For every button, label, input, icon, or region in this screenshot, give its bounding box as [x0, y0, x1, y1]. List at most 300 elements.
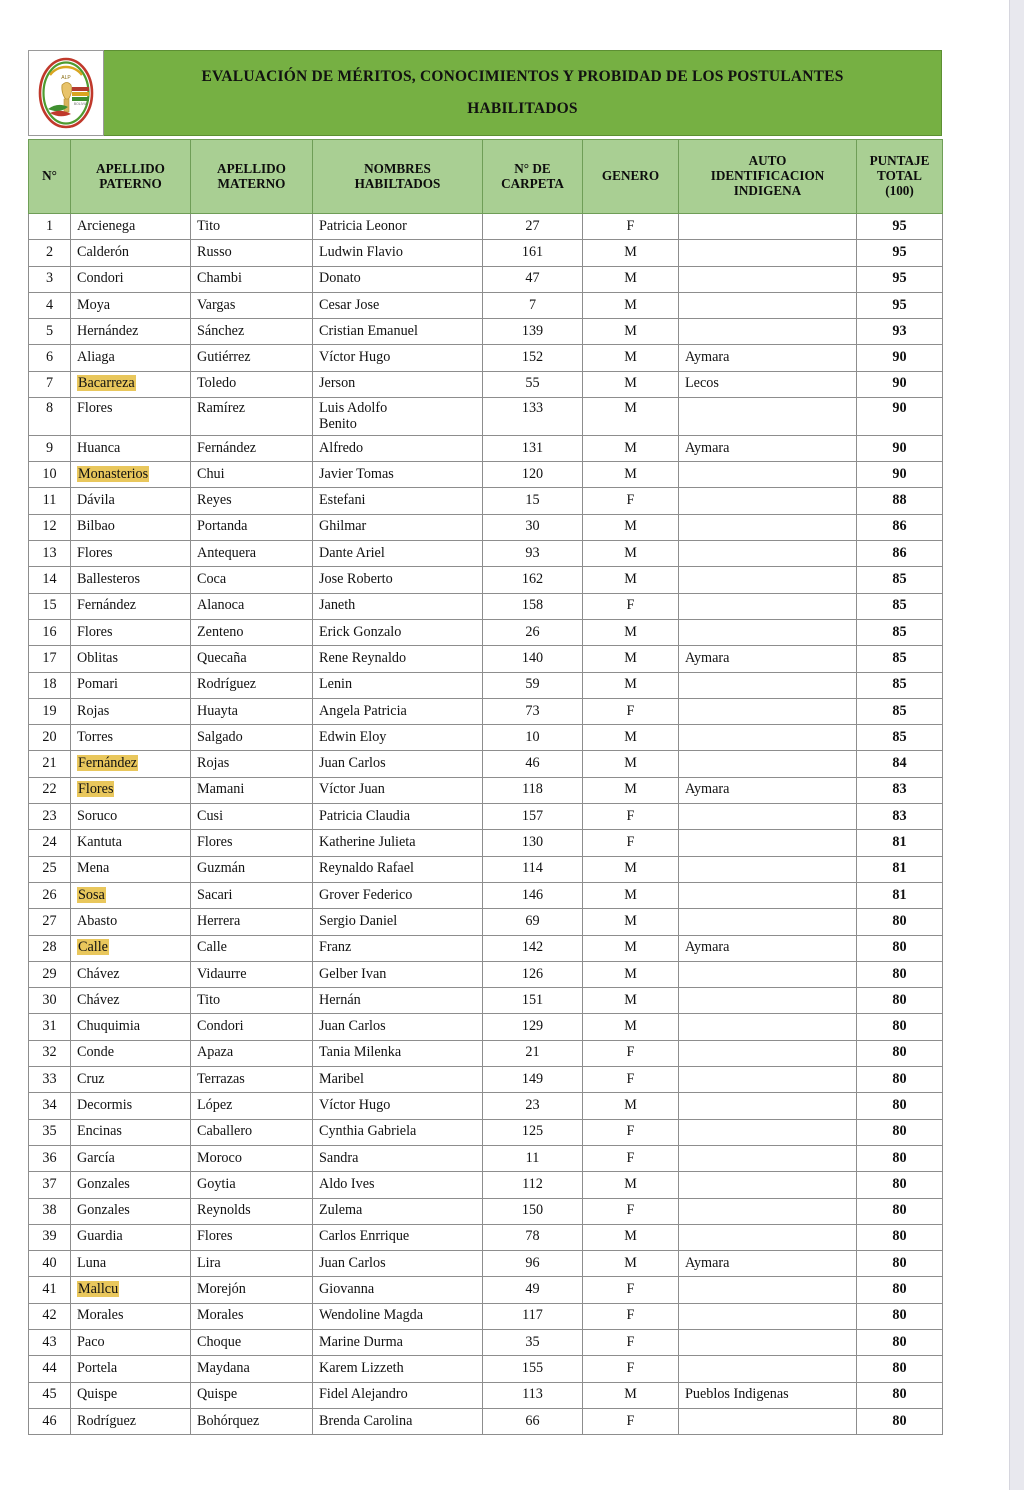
cell-paterno: Abasto	[71, 909, 191, 935]
cell-genero: M	[583, 646, 679, 672]
cell-auto	[679, 266, 857, 292]
cell-paterno: Paco	[71, 1329, 191, 1355]
cell-auto: Aymara	[679, 777, 857, 803]
column-header-puntaje-total-line-1: PUNTAJE	[869, 153, 930, 169]
cell-genero: F	[583, 1145, 679, 1171]
cell-auto	[679, 882, 857, 908]
cell-paterno: Soruco	[71, 804, 191, 830]
table-row	[29, 1067, 943, 1093]
cell-puntaje: 80	[857, 1224, 943, 1250]
cell-auto	[679, 292, 857, 318]
table-row	[29, 266, 943, 292]
cell-nombres: Alfredo	[313, 435, 483, 461]
table-row	[29, 619, 943, 645]
cell-paterno: Cruz	[71, 1067, 191, 1093]
cell-auto: Aymara	[679, 935, 857, 961]
cell-paterno: García	[71, 1145, 191, 1171]
cell-materno: Coca	[191, 567, 313, 593]
cell-genero: M	[583, 541, 679, 567]
cell-nombres: Estefani	[313, 488, 483, 514]
cell-paterno	[71, 371, 191, 397]
cell-genero: M	[583, 619, 679, 645]
cell-nombres: Janeth	[313, 593, 483, 619]
cell-nombres: Cristian Emanuel	[313, 319, 483, 345]
cell-nombres: Lenin	[313, 672, 483, 698]
cell-materno: Tito	[191, 988, 313, 1014]
cell-paterno: Luna	[71, 1251, 191, 1277]
cell-carpeta: 117	[483, 1303, 583, 1329]
cell-materno: Terrazas	[191, 1067, 313, 1093]
table-row	[29, 856, 943, 882]
cell-puntaje: 80	[857, 1040, 943, 1066]
table-row	[29, 1040, 943, 1066]
cell-paterno: Arcienega	[71, 214, 191, 240]
svg-text:ALP: ALP	[61, 75, 71, 81]
cell-auto: Aymara	[679, 435, 857, 461]
table-body	[29, 214, 943, 1435]
cell-genero: F	[583, 1040, 679, 1066]
cell-genero: M	[583, 909, 679, 935]
cell-auto	[679, 672, 857, 698]
highlighted-surname: Flores	[78, 781, 114, 798]
logo-cell	[28, 50, 104, 136]
cell-materno: Antequera	[191, 541, 313, 567]
cell-paterno: Huanca	[71, 435, 191, 461]
cell-genero: M	[583, 672, 679, 698]
cell-nombres: Cesar Jose	[313, 292, 483, 318]
table-row	[29, 725, 943, 751]
cell-genero: F	[583, 1067, 679, 1093]
table-row	[29, 541, 943, 567]
cell-genero: M	[583, 435, 679, 461]
cell-carpeta: 112	[483, 1172, 583, 1198]
table-row	[29, 435, 943, 461]
cell-puntaje: 93	[857, 319, 943, 345]
cell-nombres: Juan Carlos	[313, 751, 483, 777]
cell-genero: F	[583, 698, 679, 724]
cell-carpeta: 66	[483, 1408, 583, 1434]
cell-num: 33	[29, 1067, 71, 1093]
cell-carpeta: 150	[483, 1198, 583, 1224]
cell-auto	[679, 1040, 857, 1066]
cell-carpeta: 139	[483, 319, 583, 345]
cell-carpeta: 118	[483, 777, 583, 803]
cell-auto	[679, 1356, 857, 1382]
column-header-nombres-line-2: HABILTADOS	[354, 175, 441, 191]
cell-paterno: Gonzales	[71, 1198, 191, 1224]
cell-paterno: Fernández	[71, 593, 191, 619]
table-row	[29, 935, 943, 961]
cell-materno: Goytia	[191, 1172, 313, 1198]
cell-genero: M	[583, 1172, 679, 1198]
cell-materno: Gutiérrez	[191, 345, 313, 371]
cell-genero: F	[583, 214, 679, 240]
title-line-2: HABILITADOS	[467, 100, 578, 117]
cell-paterno: Condori	[71, 266, 191, 292]
cell-paterno: Rojas	[71, 698, 191, 724]
cell-genero: M	[583, 1014, 679, 1040]
candidates-table	[28, 139, 943, 1435]
cell-paterno: Encinas	[71, 1119, 191, 1145]
cell-num: 15	[29, 593, 71, 619]
cell-puntaje: 81	[857, 856, 943, 882]
column-header-apellido-materno-line-1: APELLIDO	[217, 160, 286, 176]
cell-puntaje: 83	[857, 777, 943, 803]
table-row	[29, 462, 943, 488]
cell-genero: M	[583, 371, 679, 397]
cell-nombres: Patricia Leonor	[313, 214, 483, 240]
cell-num: 43	[29, 1329, 71, 1355]
cell-paterno: Dávila	[71, 488, 191, 514]
cell-puntaje: 81	[857, 830, 943, 856]
cell-num: 37	[29, 1172, 71, 1198]
cell-materno: Bohórquez	[191, 1408, 313, 1434]
cell-auto	[679, 1093, 857, 1119]
table-row	[29, 804, 943, 830]
cell-puntaje: 84	[857, 751, 943, 777]
cell-materno: Morales	[191, 1303, 313, 1329]
cell-materno: Reyes	[191, 488, 313, 514]
cell-num: 4	[29, 292, 71, 318]
cell-nombres: Katherine Julieta	[313, 830, 483, 856]
highlighted-surname: Calle	[78, 939, 108, 956]
cell-auto: Aymara	[679, 345, 857, 371]
cell-carpeta: 49	[483, 1277, 583, 1303]
table-row	[29, 398, 943, 436]
cell-materno: Huayta	[191, 698, 313, 724]
cell-paterno: Guardia	[71, 1224, 191, 1250]
cell-carpeta: 26	[483, 619, 583, 645]
cell-num: 39	[29, 1224, 71, 1250]
cell-puntaje: 95	[857, 214, 943, 240]
cell-auto	[679, 830, 857, 856]
table-row	[29, 214, 943, 240]
cell-puntaje: 80	[857, 935, 943, 961]
cell-puntaje: 80	[857, 1329, 943, 1355]
cell-auto	[679, 240, 857, 266]
cell-nombres: Carlos Enrrique	[313, 1224, 483, 1250]
cell-num: 18	[29, 672, 71, 698]
cell-puntaje: 80	[857, 988, 943, 1014]
cell-puntaje: 80	[857, 1119, 943, 1145]
cell-num: 29	[29, 961, 71, 987]
cell-puntaje: 85	[857, 672, 943, 698]
cell-num: 31	[29, 1014, 71, 1040]
column-header-puntaje-total-line-3: (100)	[885, 182, 914, 198]
table-row	[29, 514, 943, 540]
cell-puntaje: 80	[857, 1093, 943, 1119]
cell-carpeta: 120	[483, 462, 583, 488]
cell-nombres: Jerson	[313, 371, 483, 397]
cell-paterno: Oblitas	[71, 646, 191, 672]
cell-num: 9	[29, 435, 71, 461]
column-header-auto-identificacion-line-2: IDENTIFICACION	[710, 168, 825, 184]
cell-carpeta: 23	[483, 1093, 583, 1119]
column-header-carpeta-line-1: N° DE	[514, 160, 551, 176]
cell-nombres: Patricia Claudia	[313, 804, 483, 830]
cell-nombres: Dante Ariel	[313, 541, 483, 567]
cell-genero: M	[583, 266, 679, 292]
cell-genero: M	[583, 462, 679, 488]
cell-nombres: Donato	[313, 266, 483, 292]
cell-nombres: Sergio Daniel	[313, 909, 483, 935]
table-row	[29, 777, 943, 803]
cell-auto	[679, 1119, 857, 1145]
cell-paterno: Gonzales	[71, 1172, 191, 1198]
cell-puntaje: 80	[857, 961, 943, 987]
cell-paterno	[71, 777, 191, 803]
cell-nombres: Ghilmar	[313, 514, 483, 540]
cell-puntaje: 90	[857, 398, 943, 436]
column-header-numero	[29, 140, 71, 214]
cell-auto	[679, 619, 857, 645]
cell-auto	[679, 488, 857, 514]
cell-carpeta: 149	[483, 1067, 583, 1093]
cell-paterno: Portela	[71, 1356, 191, 1382]
cell-num: 13	[29, 541, 71, 567]
cell-num: 3	[29, 266, 71, 292]
cell-materno: Reynolds	[191, 1198, 313, 1224]
cell-nombres: Giovanna	[313, 1277, 483, 1303]
cell-carpeta: 140	[483, 646, 583, 672]
cell-nombres: Juan Carlos	[313, 1251, 483, 1277]
cell-num: 20	[29, 725, 71, 751]
cell-carpeta: 96	[483, 1251, 583, 1277]
cell-carpeta: 11	[483, 1145, 583, 1171]
cell-genero: M	[583, 398, 679, 436]
cell-auto	[679, 1224, 857, 1250]
cell-paterno: Ballesteros	[71, 567, 191, 593]
cell-paterno: Pomari	[71, 672, 191, 698]
column-header-puntaje-total	[857, 140, 943, 214]
cell-materno: Salgado	[191, 725, 313, 751]
cell-carpeta: 47	[483, 266, 583, 292]
cell-paterno: Calderón	[71, 240, 191, 266]
cell-puntaje: 85	[857, 619, 943, 645]
cell-carpeta: 69	[483, 909, 583, 935]
cell-num: 2	[29, 240, 71, 266]
cell-paterno: Moya	[71, 292, 191, 318]
title-line-1: EVALUACIÓN DE MÉRITOS, CONOCIMIENTOS Y PROBIDAD DE LOS POSTULANTES	[201, 68, 844, 86]
cell-nombres: Fidel Alejandro	[313, 1382, 483, 1408]
cell-puntaje: 80	[857, 1067, 943, 1093]
cell-auto: Aymara	[679, 646, 857, 672]
cell-puntaje: 85	[857, 646, 943, 672]
highlighted-surname: Fernández	[78, 755, 138, 772]
cell-materno: Rodríguez	[191, 672, 313, 698]
column-header-genero-line-1: GENERO	[601, 168, 660, 184]
cell-materno: Ramírez	[191, 398, 313, 436]
cell-materno: Sánchez	[191, 319, 313, 345]
cell-materno: Caballero	[191, 1119, 313, 1145]
cell-num: 26	[29, 882, 71, 908]
cell-puntaje: 88	[857, 488, 943, 514]
table-row	[29, 593, 943, 619]
cell-paterno: Chuquimia	[71, 1014, 191, 1040]
cell-auto	[679, 961, 857, 987]
cell-nombres: Gelber Ivan	[313, 961, 483, 987]
cell-genero: M	[583, 725, 679, 751]
cell-num: 8	[29, 398, 71, 436]
cell-materno: Condori	[191, 1014, 313, 1040]
cell-carpeta: 35	[483, 1329, 583, 1355]
cell-paterno: Mena	[71, 856, 191, 882]
cell-auto	[679, 1145, 857, 1171]
cell-genero: M	[583, 292, 679, 318]
cell-puntaje: 90	[857, 371, 943, 397]
cell-puntaje: 90	[857, 435, 943, 461]
cell-genero: M	[583, 988, 679, 1014]
cell-genero: M	[583, 345, 679, 371]
cell-num: 5	[29, 319, 71, 345]
table-row	[29, 567, 943, 593]
cell-num: 28	[29, 935, 71, 961]
cell-nombres: Hernán	[313, 988, 483, 1014]
cell-materno: Vargas	[191, 292, 313, 318]
table-row	[29, 1145, 943, 1171]
column-header-apellido-materno-line-2: MATERNO	[217, 175, 286, 191]
cell-materno: Toledo	[191, 371, 313, 397]
cell-paterno: Flores	[71, 619, 191, 645]
column-header-apellido-paterno	[71, 140, 191, 214]
cell-auto	[679, 1303, 857, 1329]
cell-materno: Calle	[191, 935, 313, 961]
table-header-row	[29, 140, 943, 214]
cell-paterno: Decormis	[71, 1093, 191, 1119]
table-row	[29, 371, 943, 397]
cell-carpeta: 126	[483, 961, 583, 987]
column-header-auto-identificacion-line-1: AUTO	[748, 153, 787, 169]
cell-nombres: Franz	[313, 935, 483, 961]
cell-num: 14	[29, 567, 71, 593]
cell-carpeta: 113	[483, 1382, 583, 1408]
cell-paterno: Flores	[71, 398, 191, 436]
cell-paterno: Kantuta	[71, 830, 191, 856]
column-header-nombres-line-1: NOMBRES	[364, 160, 431, 176]
cell-genero: F	[583, 830, 679, 856]
cell-num: 16	[29, 619, 71, 645]
cell-puntaje: 86	[857, 541, 943, 567]
cell-nombres: Grover Federico	[313, 882, 483, 908]
table-row	[29, 1382, 943, 1408]
cell-genero: F	[583, 593, 679, 619]
cell-genero: F	[583, 1356, 679, 1382]
cell-auto	[679, 751, 857, 777]
cell-materno: Morejón	[191, 1277, 313, 1303]
cell-num: 36	[29, 1145, 71, 1171]
table-row	[29, 751, 943, 777]
cell-genero: F	[583, 1119, 679, 1145]
cell-materno: Moroco	[191, 1145, 313, 1171]
cell-paterno: Morales	[71, 1303, 191, 1329]
table-row	[29, 345, 943, 371]
cell-text-line: Luis Adolfo	[319, 400, 388, 417]
cell-materno: Vidaurre	[191, 961, 313, 987]
table-row	[29, 1172, 943, 1198]
cell-carpeta: 30	[483, 514, 583, 540]
cell-puntaje: 80	[857, 1277, 943, 1303]
cell-nombres: Víctor Juan	[313, 777, 483, 803]
cell-num: 30	[29, 988, 71, 1014]
cell-paterno: Aliaga	[71, 345, 191, 371]
cell-auto	[679, 804, 857, 830]
cell-carpeta: 59	[483, 672, 583, 698]
cell-genero: F	[583, 1303, 679, 1329]
cell-auto	[679, 462, 857, 488]
table-row	[29, 988, 943, 1014]
cell-genero: M	[583, 567, 679, 593]
cell-num: 21	[29, 751, 71, 777]
cell-auto	[679, 725, 857, 751]
cell-num: 44	[29, 1356, 71, 1382]
table-row	[29, 830, 943, 856]
cell-materno: Zenteno	[191, 619, 313, 645]
cell-carpeta: 130	[483, 830, 583, 856]
cell-auto	[679, 1329, 857, 1355]
cell-carpeta: 158	[483, 593, 583, 619]
cell-paterno: Torres	[71, 725, 191, 751]
cell-paterno	[71, 462, 191, 488]
highlighted-surname: Mallcu	[78, 1281, 119, 1298]
table-row	[29, 1329, 943, 1355]
cell-materno: Chambi	[191, 266, 313, 292]
cell-carpeta: 155	[483, 1356, 583, 1382]
cell-materno: Sacari	[191, 882, 313, 908]
cell-puntaje: 85	[857, 593, 943, 619]
cell-materno: Alanoca	[191, 593, 313, 619]
column-header-apellido-paterno-line-1: APELLIDO	[96, 160, 165, 176]
cell-puntaje: 80	[857, 1303, 943, 1329]
cell-materno: Flores	[191, 830, 313, 856]
cell-carpeta: 133	[483, 398, 583, 436]
cell-num: 40	[29, 1251, 71, 1277]
cell-num: 23	[29, 804, 71, 830]
cell-nombres: Rene Reynaldo	[313, 646, 483, 672]
cell-num: 24	[29, 830, 71, 856]
table-row	[29, 909, 943, 935]
cell-auto	[679, 541, 857, 567]
column-header-puntaje-total-line-2: TOTAL	[877, 168, 922, 184]
column-header-auto-identificacion-line-3: INDIGENA	[733, 182, 802, 198]
cell-nombres: Zulema	[313, 1198, 483, 1224]
table-row	[29, 319, 943, 345]
table-row	[29, 882, 943, 908]
cell-carpeta: 146	[483, 882, 583, 908]
cell-materno: Lira	[191, 1251, 313, 1277]
cell-genero: M	[583, 1224, 679, 1250]
cell-num: 10	[29, 462, 71, 488]
cell-nombres: Aldo Ives	[313, 1172, 483, 1198]
cell-genero: M	[583, 935, 679, 961]
table-row	[29, 646, 943, 672]
cell-auto	[679, 909, 857, 935]
cell-puntaje: 81	[857, 882, 943, 908]
cell-materno: Fernández	[191, 435, 313, 461]
page-edge-strip	[1009, 0, 1024, 1490]
document-title	[104, 50, 942, 136]
cell-nombres: Maribel	[313, 1067, 483, 1093]
cell-puntaje: 95	[857, 240, 943, 266]
table-header	[29, 140, 943, 214]
cell-carpeta: 46	[483, 751, 583, 777]
cell-num: 34	[29, 1093, 71, 1119]
cell-nombres: Juan Carlos	[313, 1014, 483, 1040]
cell-num: 41	[29, 1277, 71, 1303]
cell-carpeta: 161	[483, 240, 583, 266]
cell-materno: Flores	[191, 1224, 313, 1250]
column-header-apellido-paterno-line-2: PATERNO	[99, 175, 162, 191]
cell-carpeta: 162	[483, 567, 583, 593]
